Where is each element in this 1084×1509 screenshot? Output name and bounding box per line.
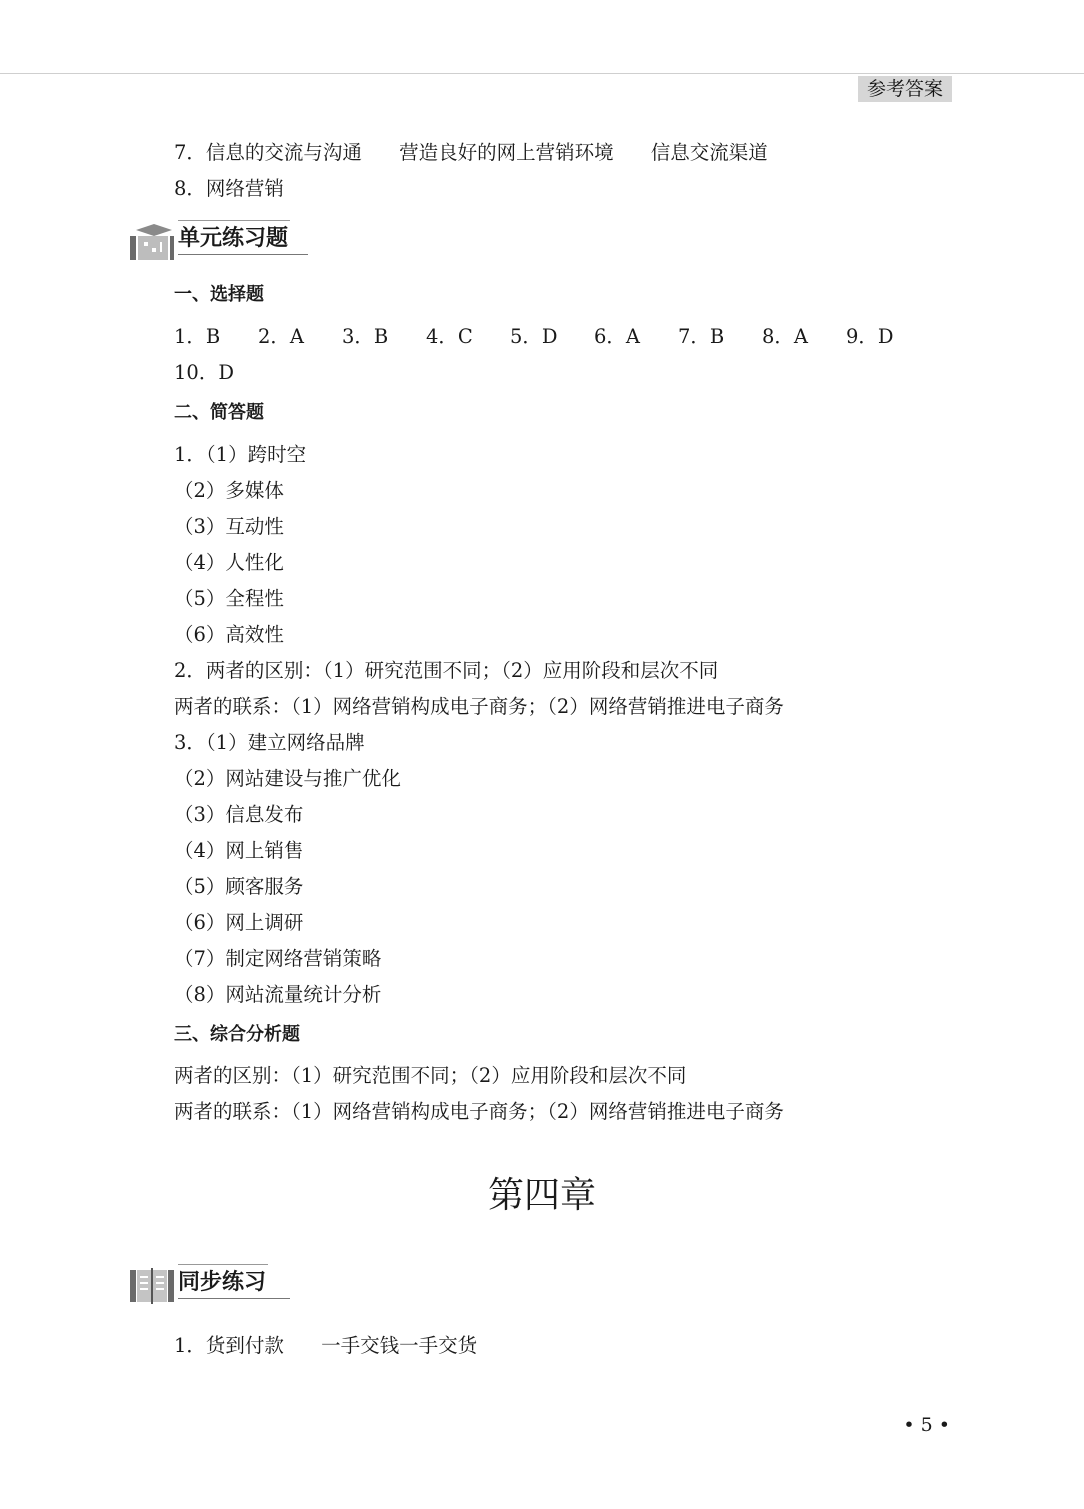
comprehensive-line: 两者的区别：（1）研究范围不同；（2）应用阶段和层次不同 <box>174 1064 687 1087</box>
short-answer-line: （4）人性化 <box>174 551 284 574</box>
chapter-title: 第四章 <box>487 1175 596 1216</box>
sync-answer-line-1: 1．货到付款 一手交钱一手交货 <box>174 1334 478 1357</box>
short-answer-line: （2）多媒体 <box>174 479 284 502</box>
short-answer-line: 1．（1）跨时空 <box>174 443 307 466</box>
choice-answer: 3．B <box>342 325 389 348</box>
short-answer-line: （4）网上销售 <box>174 839 304 862</box>
short-answer-line: （3）互动性 <box>174 515 284 538</box>
choice-answer: 8．A <box>762 325 808 348</box>
banner-rule-top <box>178 1264 268 1265</box>
book-icon <box>130 1266 174 1304</box>
choice-answer: 6．A <box>594 325 640 348</box>
short-answer-line: （2）网站建设与推广优化 <box>174 767 401 790</box>
short-answer-line: 两者的联系：（1）网络营销构成电子商务；（2）网络营销推进电子商务 <box>174 695 784 718</box>
choice-answer: 7．B <box>678 325 725 348</box>
choice-answer: 1．B <box>174 325 221 348</box>
choice-answer: 9．D <box>846 325 894 348</box>
header-tag: 参考答案 <box>858 76 952 102</box>
short-answer-line: 2．两者的区别：（1）研究范围不同；（2）应用阶段和层次不同 <box>174 659 719 682</box>
page-number: • 5 • <box>903 1414 950 1436</box>
short-answer-line: 3．（1）建立网络品牌 <box>174 731 365 754</box>
choice-answer: 2．A <box>258 325 304 348</box>
short-answer-line: （8）网站流量统计分析 <box>174 983 382 1006</box>
unit-exercise-banner <box>130 218 310 260</box>
comprehensive-heading: 三、综合分析题 <box>174 1024 300 1045</box>
short-answer-line: （6）高效性 <box>174 623 284 646</box>
banner-rule-bottom <box>178 1298 290 1299</box>
short-answer-line: （5）顾客服务 <box>174 875 304 898</box>
comprehensive-line: 两者的联系：（1）网络营销构成电子商务；（2）网络营销推进电子商务 <box>174 1100 784 1123</box>
short-answer-line: （7）制定网络营销策略 <box>174 947 382 970</box>
short-answer-line: （3）信息发布 <box>174 803 304 826</box>
choice-answer: 4．C <box>426 325 473 348</box>
short-answer-line: （6）网上调研 <box>174 911 304 934</box>
choice-heading: 一、选择题 <box>174 284 264 305</box>
choice-answer-last: 10．D <box>174 361 234 384</box>
banner-rule-bottom <box>178 254 308 255</box>
short-answer-heading: 二、简答题 <box>174 402 264 423</box>
banner-title: 同步练习 <box>178 1270 267 1295</box>
choice-answer: 5．D <box>510 325 558 348</box>
banner-title: 单元练习题 <box>178 226 289 251</box>
banner-rule-top <box>178 220 290 221</box>
choice-answers-row <box>174 324 894 350</box>
short-answer-line: （5）全程性 <box>174 587 284 610</box>
header-rule <box>0 73 1084 74</box>
answer-line-7: 7．信息的交流与沟通 营造良好的网上营销环境 信息交流渠道 <box>174 141 768 164</box>
sync-practice-banner <box>130 1262 300 1304</box>
graduation-cap-icon <box>130 222 174 260</box>
answer-line-8: 8．网络营销 <box>174 177 284 200</box>
